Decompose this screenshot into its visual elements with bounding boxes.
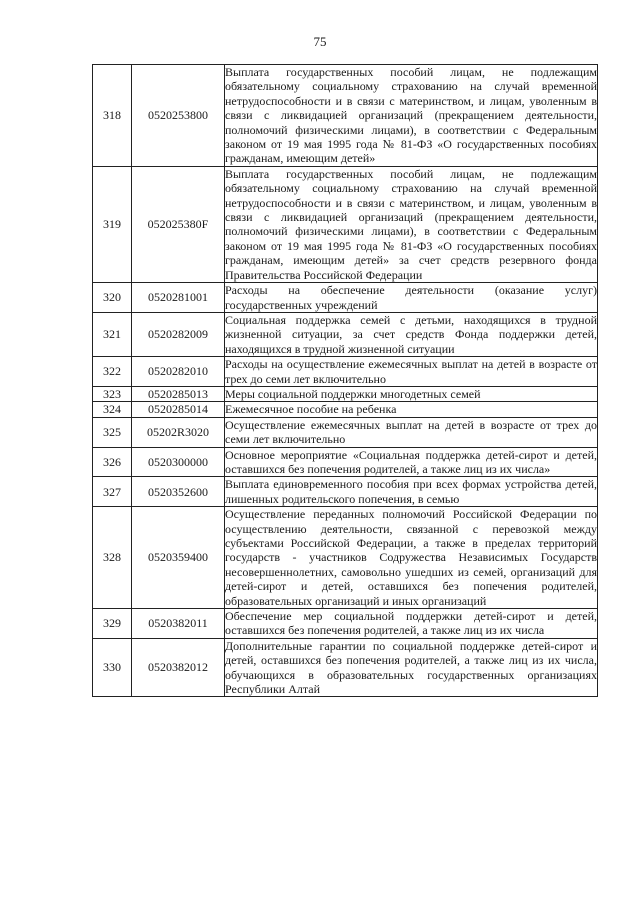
row-description: Расходы на осуществление ежемесячных выплат на детей в возрасте от трех до семи лет включительно bbox=[225, 357, 597, 386]
page-number: 75 bbox=[313, 34, 327, 49]
row-number: 329 bbox=[93, 609, 132, 639]
budget-code: 0520352600 bbox=[132, 477, 225, 507]
table-row bbox=[93, 638, 598, 697]
table-row bbox=[93, 609, 598, 639]
budget-code: 0520253800 bbox=[132, 65, 225, 167]
budget-code: 0520281001 bbox=[132, 283, 225, 313]
row-description: Осуществление переданных полномочий Российской Федерации по осуществлению деятельности, связанной с перевозкой между субъектами Российской Федерации, а также в пределах территорий государств - участников Содружества Независимых Государств несовершеннолетних, самовольно ушедших из семей, организаций для детей-сирот и детей, оставшихся без попечения родителей, образовательных организаций и иных организаций bbox=[225, 507, 597, 608]
table-row bbox=[93, 166, 598, 282]
row-description: Меры социальной поддержки многодетных семей bbox=[225, 386, 598, 401]
table-row bbox=[93, 386, 598, 401]
budget-code: 0520382011 bbox=[132, 609, 225, 639]
row-number: 323 bbox=[93, 386, 132, 401]
table-row bbox=[93, 447, 598, 477]
table-row bbox=[93, 507, 598, 609]
budget-code: 0520282009 bbox=[132, 312, 225, 356]
budget-code: 0520382012 bbox=[132, 638, 225, 697]
budget-codes-table bbox=[92, 64, 598, 697]
table-row bbox=[93, 402, 598, 417]
row-number: 328 bbox=[93, 507, 132, 609]
budget-code: 05202R3020 bbox=[132, 417, 225, 447]
table-row bbox=[93, 283, 598, 313]
row-description: Социальная поддержка семей с детьми, находящихся в трудной жизненной ситуации, за счет средств Фонда поддержки детей, находящихся в трудной жизненной ситуации bbox=[225, 312, 597, 356]
row-number: 330 bbox=[93, 638, 132, 697]
table-row bbox=[93, 477, 598, 507]
row-number: 322 bbox=[93, 357, 132, 387]
row-description: Ежемесячное пособие на ребенка bbox=[225, 402, 598, 417]
budget-code: 052025380F bbox=[132, 166, 225, 282]
budget-code: 0520285013 bbox=[132, 386, 225, 401]
table-row bbox=[93, 65, 598, 167]
budget-code: 0520359400 bbox=[132, 507, 225, 609]
table-row bbox=[93, 357, 598, 387]
budget-code: 0520285014 bbox=[132, 402, 225, 417]
row-description: Выплата государственных пособий лицам, не подлежащим обязательному социальному страхованию на случай временной нетрудоспособности и в связи с материнством, и лицам, уволенным в связи с ликвидацией организаций (прекращением деятельности, полномочий физическими лицами), в соответствии с Федеральным законом от 19 мая 1995 года № 81-ФЗ «О государственных пособиях гражданам, имеющим детей» за счет средств резервного фонда Правительства Российской Федерации bbox=[225, 166, 597, 282]
row-number: 326 bbox=[93, 447, 132, 477]
row-number: 324 bbox=[93, 402, 132, 417]
row-number: 327 bbox=[93, 477, 132, 507]
row-description: Расходы на обеспечение деятельности (оказание услуг) государственных учреждений bbox=[225, 283, 597, 312]
row-description: Основное мероприятие «Социальная поддержка детей-сирот и детей, оставшихся без попечения родителей, а также лиц из их числа» bbox=[225, 447, 597, 476]
row-number: 319 bbox=[93, 166, 132, 282]
row-number: 325 bbox=[93, 417, 132, 447]
budget-code: 0520300000 bbox=[132, 447, 225, 477]
row-description: Осуществление ежемесячных выплат на детей в возрасте от трех до семи лет включительно bbox=[225, 417, 597, 447]
table-row bbox=[93, 312, 598, 356]
row-description: Дополнительные гарантии по социальной поддержке детей-сирот и детей, оставшихся без попечения родителей, а также лиц из их числа, обучающихся в образовательных государственных организациях Республики Алтай bbox=[225, 638, 597, 697]
row-description: Выплата единовременного пособия при всех формах устройства детей, лишенных родительского попечения, в семью bbox=[225, 477, 597, 506]
row-number: 318 bbox=[93, 65, 132, 167]
row-number: 321 bbox=[93, 312, 132, 356]
row-description: Выплата государственных пособий лицам, не подлежащим обязательному социальному страхованию на случай временной нетрудоспособности и в связи с материнством, и лицам, уволенным в связи с ликвидацией организаций (прекращением деятельности, полномочий физическими лицами), в соответствии с Федеральным законом от 19 мая 1995 года № 81-ФЗ «О государственных пособиях гражданам, имеющим детей» bbox=[225, 65, 597, 166]
table-row bbox=[93, 417, 598, 447]
budget-code: 0520282010 bbox=[132, 357, 225, 387]
row-description: Обеспечение мер социальной поддержки детей-сирот и детей, оставшихся без попечения родителей, а также лиц из их числа bbox=[225, 609, 597, 638]
row-number: 320 bbox=[93, 283, 132, 313]
